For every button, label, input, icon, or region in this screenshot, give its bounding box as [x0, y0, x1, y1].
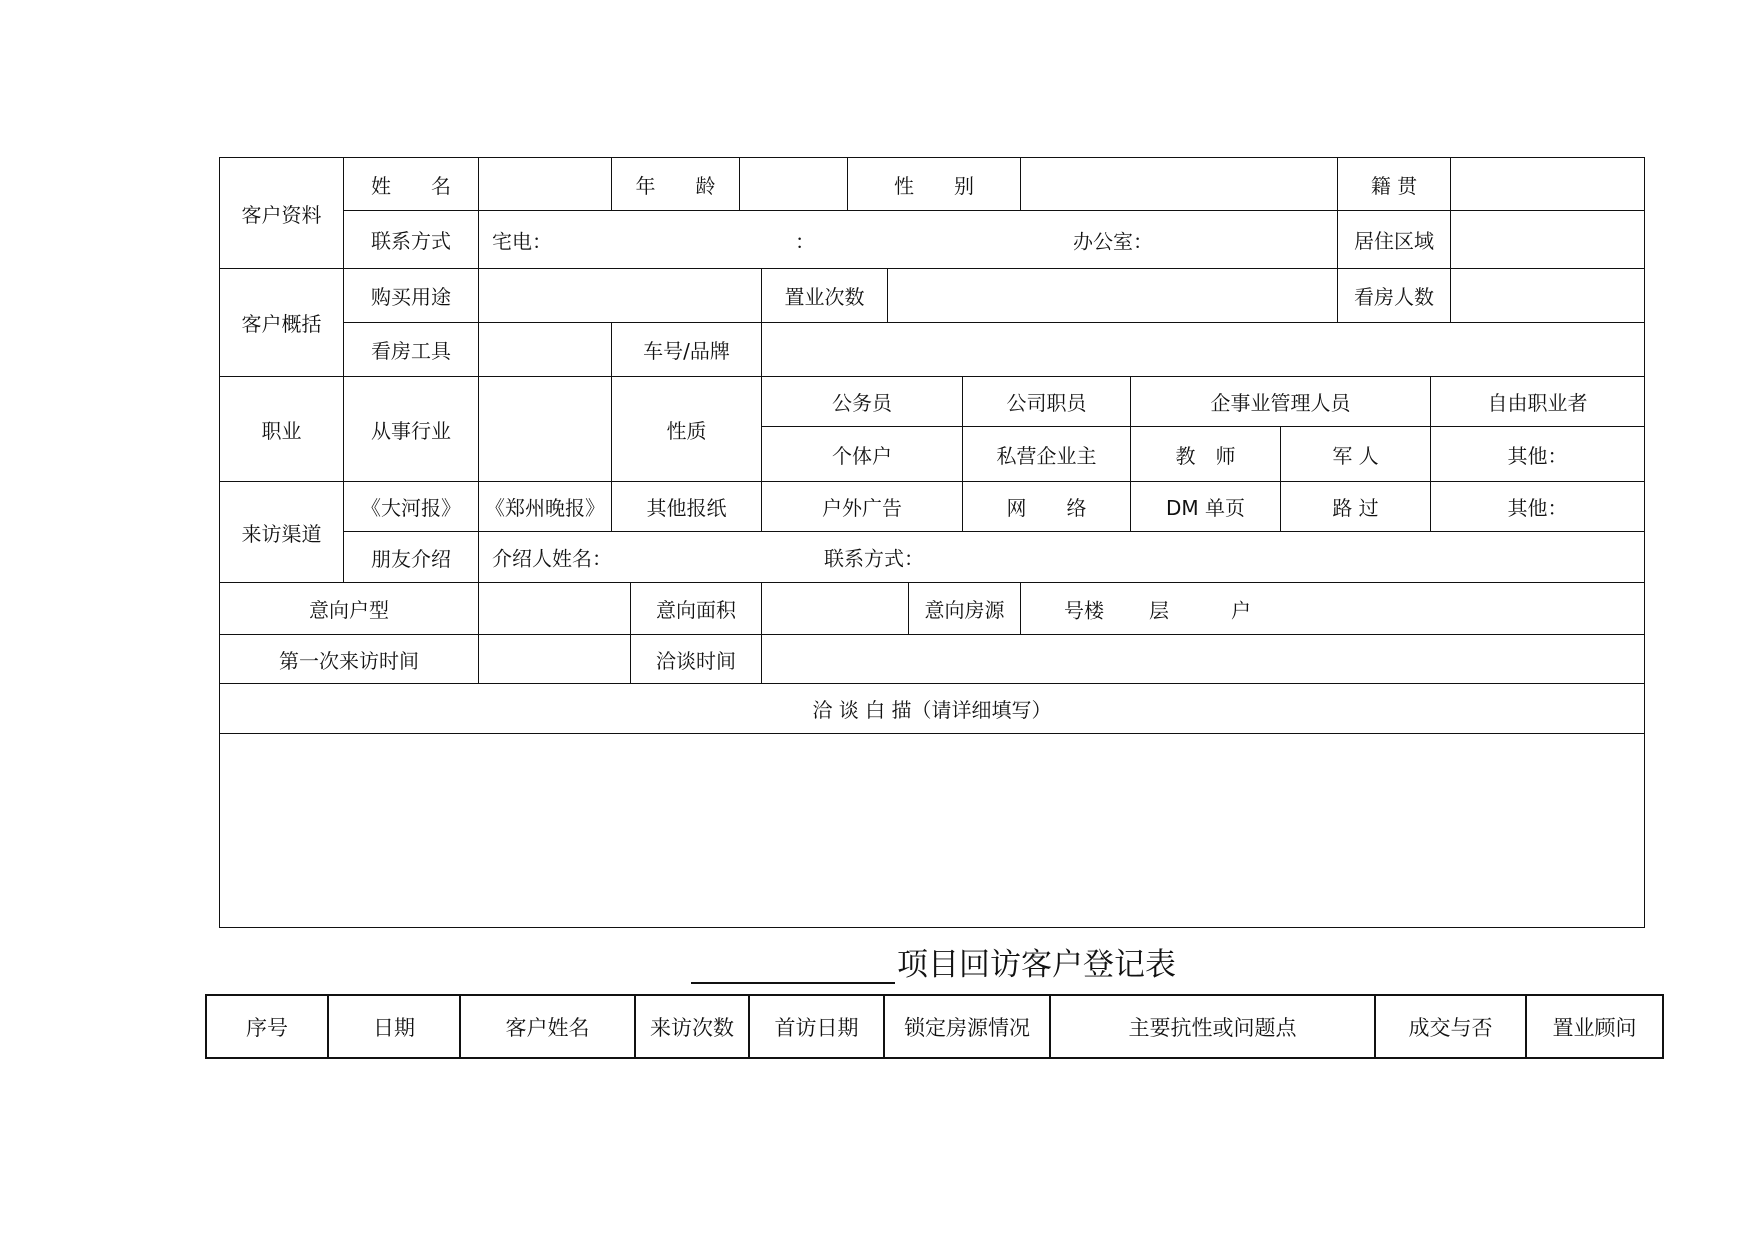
- occupation-option: 私营企业主: [962, 426, 1131, 482]
- gender-label: 性 别: [847, 157, 1021, 211]
- mobile-label: ：: [795, 229, 815, 253]
- negotiation-time-value-cell: [761, 634, 1645, 684]
- transport-value-cell: [478, 322, 612, 377]
- source-label: 意向房源: [908, 582, 1021, 635]
- name-label: 姓 名: [343, 157, 479, 211]
- area-label: 意向面积: [630, 582, 762, 635]
- register-column-header: 主要抗性或问题点: [1049, 994, 1376, 1059]
- occupation-option: 教 师: [1130, 426, 1281, 482]
- residence-value-cell: [1450, 210, 1645, 269]
- channel-option: 网 络: [962, 481, 1131, 532]
- negotiation-notes-label: 洽 谈 白 描（请详细填写）: [219, 683, 1645, 734]
- channel-option: 《大河报》: [343, 481, 479, 532]
- register-column-header: 日期: [327, 994, 461, 1059]
- visit-channel-section-label: 来访渠道: [219, 481, 344, 583]
- register-column-header: 序号: [205, 994, 329, 1059]
- channel-option: 其他报纸: [611, 481, 762, 532]
- channel-option: 户外广告: [761, 481, 963, 532]
- occupation-option: 公司职员: [962, 376, 1131, 427]
- occupation-option: 军 人: [1280, 426, 1431, 482]
- referrer-name-label: 介绍人姓名：: [492, 546, 612, 571]
- referrer-cell: [478, 531, 1645, 583]
- occupation-option: 个体户: [761, 426, 963, 482]
- occupation-option: 公务员: [761, 376, 963, 427]
- gender-value-cell: [1020, 157, 1338, 211]
- customer-summary-section-label: 客户概括: [219, 268, 344, 377]
- building-label: 号楼: [1064, 598, 1104, 622]
- unit-type-label: 意向户型: [219, 582, 479, 635]
- origin-label: 籍 贯: [1337, 157, 1451, 211]
- register-column-header: 置业顾问: [1525, 994, 1664, 1059]
- industry-value-cell: [478, 376, 612, 482]
- register-column-header: 首访日期: [748, 994, 885, 1059]
- viewer-count-label: 看房人数: [1337, 268, 1451, 323]
- name-value-cell: [478, 157, 612, 211]
- age-label: 年 龄: [611, 157, 740, 211]
- nature-label: 性质: [611, 376, 762, 482]
- customer-info-section-label: 客户资料: [219, 157, 344, 269]
- age-value-cell: [739, 157, 848, 211]
- area-value-cell: [761, 582, 909, 635]
- register-column-header: 成交与否: [1374, 994, 1527, 1059]
- office-phone-label: 办公室：: [1073, 229, 1153, 253]
- car-label: 车号/品牌: [611, 322, 762, 377]
- register-title-text: 项目回访客户登记表: [897, 947, 1176, 983]
- contact-label: 联系方式: [343, 210, 479, 269]
- register-column-header: 客户姓名: [459, 994, 636, 1059]
- register-column-header: 锁定房源情况: [883, 994, 1051, 1059]
- phone-cell: [478, 210, 1338, 269]
- channel-option: 其他：: [1430, 481, 1645, 532]
- unit-label: 户: [1231, 598, 1251, 622]
- channel-option: DM 单页: [1130, 481, 1281, 532]
- occupation-section-label: 职业: [219, 376, 344, 482]
- first-visit-value-cell: [478, 634, 631, 684]
- purpose-value-cell: [478, 268, 762, 323]
- unit-type-value-cell: [478, 582, 631, 635]
- channel-option: 《郑州晚报》: [478, 481, 612, 532]
- referral-label: 朋友介绍: [343, 531, 479, 583]
- purpose-label: 购买用途: [343, 268, 479, 323]
- source-value-cell: [1020, 582, 1645, 635]
- first-visit-label: 第一次来访时间: [219, 634, 479, 684]
- occupation-option: 自由职业者: [1430, 376, 1645, 427]
- negotiation-time-label: 洽谈时间: [630, 634, 762, 684]
- floor-label: 层: [1149, 598, 1169, 622]
- project-name-blank: [691, 948, 895, 984]
- car-value-cell: [761, 322, 1645, 377]
- purchase-count-value-cell: [887, 268, 1338, 323]
- channel-option: 路 过: [1280, 481, 1431, 532]
- viewer-count-value-cell: [1450, 268, 1645, 323]
- negotiation-notes-area: [219, 733, 1645, 928]
- origin-value-cell: [1450, 157, 1645, 211]
- residence-label: 居住区域: [1337, 210, 1451, 269]
- occupation-option: 其他：: [1430, 426, 1645, 482]
- industry-label: 从事行业: [343, 376, 479, 482]
- purchase-count-label: 置业次数: [761, 268, 888, 323]
- transport-label: 看房工具: [343, 322, 479, 377]
- referrer-contact-label: 联系方式：: [824, 546, 924, 571]
- register-column-header: 来访次数: [634, 994, 750, 1059]
- register-title: [691, 940, 1176, 984]
- home-phone-label: 宅电：: [492, 229, 552, 253]
- occupation-option: 企事业管理人员: [1130, 376, 1431, 427]
